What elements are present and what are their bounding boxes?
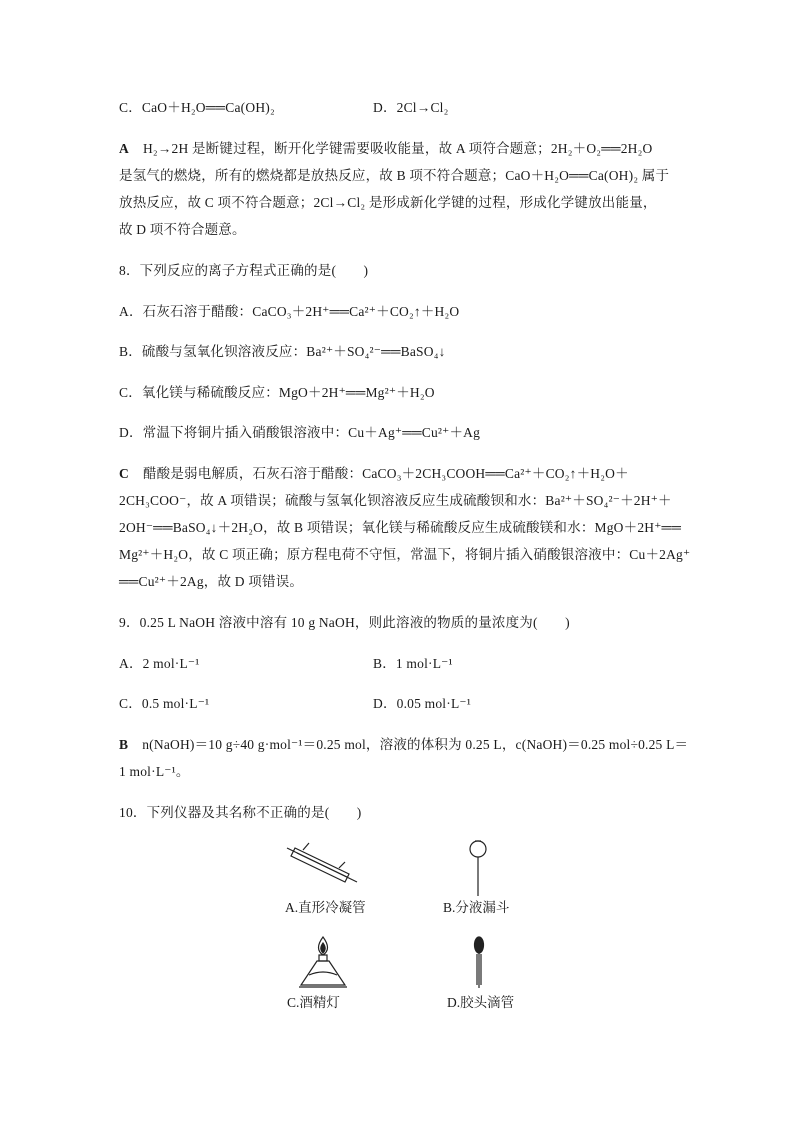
q8-option-c: C．氧化镁与稀硫酸反应：MgO＋2H⁺══Mg²⁺＋H₂O <box>119 385 435 400</box>
q7-explanation-line-4: 故 D 项不符合题意。 <box>119 222 246 237</box>
q10-caption-b: B.分液漏斗 <box>443 900 510 915</box>
q7-explanation-line-1: A H₂→2H 是断键过程，断开化学键需要吸收能量，故 A 项符合题意；2H₂＋O₂══2H₂O <box>119 141 653 156</box>
q9-option-d: D．0.05 mol·L⁻¹ <box>373 696 471 711</box>
q10-caption-a: A.直形冷凝管 <box>285 900 366 915</box>
q8-option-b: B．硫酸与氢氧化钡溶液反应：Ba²⁺＋SO₄²⁻══BaSO₄↓ <box>119 344 446 359</box>
q8-explanation-line-2: 2CH₃COO⁻，故 A 项错误；硫酸与氢氧化钡溶液反应生成硫酸钡和水：Ba²⁺＋SO₄²⁻＋2H⁺＋ <box>119 493 672 508</box>
q10-stem: 10．下列仪器及其名称不正确的是( ) <box>119 805 362 820</box>
separatory-funnel-icon <box>466 838 490 898</box>
q8-explanation-line-1: C 醋酸是弱电解质，石灰石溶于醋酸：CaCO₃＋2CH₃COOH══Ca²⁺＋CO₂↑＋H₂O＋ <box>119 466 629 481</box>
q9-option-a: A．2 mol·L⁻¹ <box>119 656 200 671</box>
q9-stem: 9．0.25 L NaOH 溶液中溶有 10 g NaOH，则此溶液的物质的量浓度为( ) <box>119 615 570 630</box>
q9-explanation-line-1: B n(NaOH)＝10 g÷40 g·mol⁻¹＝0.25 mol，溶液的体积为 0.25 L，c(NaOH)＝0.25 mol÷0.25 L＝ <box>119 737 689 752</box>
q9-answer: B <box>119 737 129 752</box>
q9-explanation-line-2: 1 mol·L⁻¹。 <box>119 764 190 779</box>
q8-option-d: D．常温下将铜片插入硝酸银溶液中：Cu＋Ag⁺══Cu²⁺＋Ag <box>119 425 481 440</box>
q9-option-c: C．0.5 mol·L⁻¹ <box>119 696 210 711</box>
q7-explanation-line-2: 是氢气的燃烧，所有的燃烧都是放热反应，故 B 项不符合题意；CaO＋H₂O══Ca(OH)₂ 属于 <box>119 168 670 183</box>
q8-explanation-line-3: 2OH⁻══BaSO₄↓＋2H₂O，故 B 项错误；氧化镁与稀硫酸反应生成硫酸镁和水：MgO＋2H⁺══ <box>119 520 682 535</box>
q7-option-c: C．CaO＋H₂O══Ca(OH)₂ <box>119 100 275 115</box>
q7-explanation-line-3: 放热反应，故 C 项不符合题意；2Cl→Cl₂ 是形成新化学键的过程，形成化学键放出能量， <box>119 195 657 210</box>
alcohol-lamp-icon <box>297 935 349 990</box>
q8-explanation-line-5: ══Cu²⁺＋2Ag，故 D 项错误。 <box>119 574 304 589</box>
dropper-icon <box>472 935 486 990</box>
straight-condenser-icon <box>283 840 363 890</box>
q7-option-d: D．2Cl→Cl₂ <box>373 100 449 115</box>
q8-stem: 8．下列反应的离子方程式正确的是( ) <box>119 263 369 278</box>
q8-explanation-line-4: Mg²⁺＋H₂O，故 C 项正确；原方程电荷不守恒，常温下，将铜片插入硝酸银溶液中：Cu＋2Ag⁺ <box>119 547 691 562</box>
q8-answer: C <box>119 466 129 481</box>
q10-caption-d: D.胶头滴管 <box>447 995 515 1010</box>
q9-option-b: B．1 mol·L⁻¹ <box>373 656 453 671</box>
q10-caption-c: C.酒精灯 <box>287 995 340 1010</box>
q8-option-a: A．石灰石溶于醋酸：CaCO₃＋2H⁺══Ca²⁺＋CO₂↑＋H₂O <box>119 304 460 319</box>
q7-answer: A <box>119 141 129 156</box>
